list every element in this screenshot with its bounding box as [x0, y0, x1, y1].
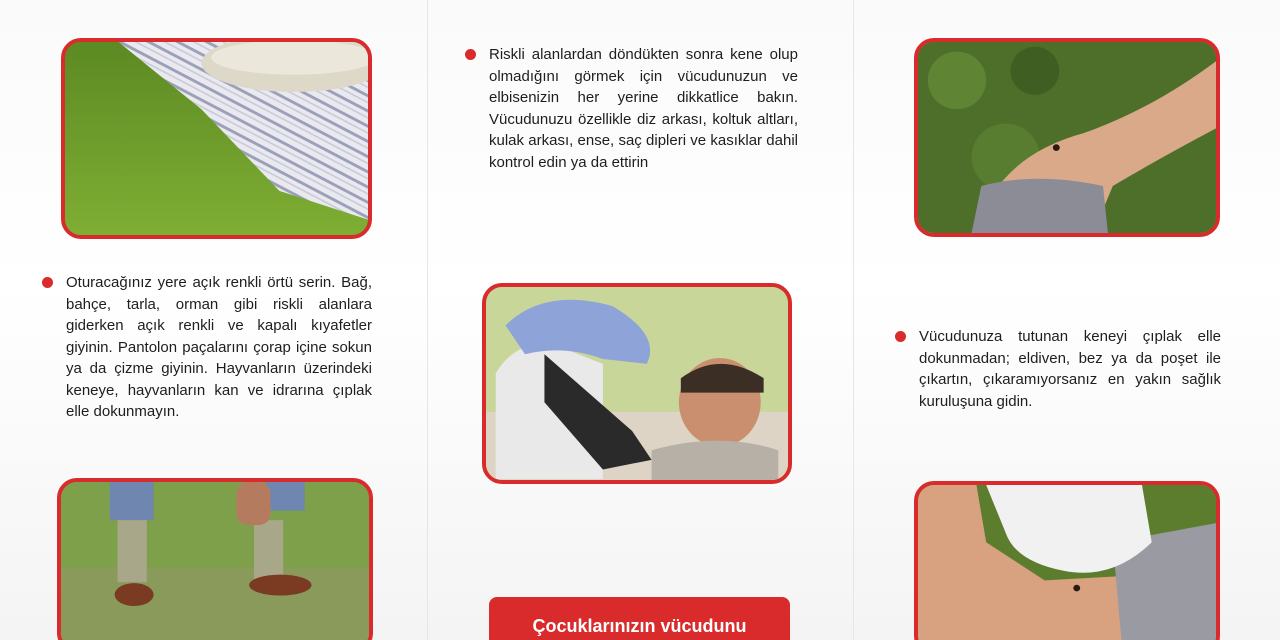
bullet-dot	[895, 331, 906, 342]
photo-removing-tick-with-bag	[914, 481, 1220, 640]
tip-clothing-text	[42, 272, 372, 423]
photo-blanket-on-grass	[61, 38, 372, 239]
photo-checking-behind-ear	[482, 283, 792, 484]
tip-clothing-paragraph: Oturacağınız yere açık renkli örtü serin. Bağ, bahçe, tarla, orman gibi riskli alanlara giderken açık renkli ve kapalı kıyafetler giyinin. Pantolon paçalarını çorap içine sokun ya da çizme giyinin. Hayvanların üzerindeki keneye, hayvanların kan ve idrarına çıplak elle dokunmayın.	[66, 274, 372, 420]
cta-label: Çocuklarınızın vücudunu	[532, 616, 747, 636]
photo-socks-over-trousers	[57, 478, 373, 640]
bullet-dot	[42, 277, 53, 288]
tip-body-check-text	[465, 44, 798, 173]
cta-children-body-check-button[interactable]	[489, 597, 790, 640]
tip-tick-removal-paragraph: Vücudunuza tutunan keneyi çıplak elle dokunmadan; eldiven, bez ya da poşet ile çıkartın, çıkaramıyorsanız en yakın sağlık kuruluşuna gidin.	[919, 328, 1221, 410]
tip-tick-removal-text	[895, 326, 1221, 412]
photo-tick-on-arm	[914, 38, 1220, 237]
tip-body-check-paragraph: Riskli alanlardan döndükten sonra kene olup olmadığını görmek için vücudunuzun ve elbisenizin her yerine dikkatlice bakın. Vücudunuzu özellikle diz arkası, koltuk altları, kulak arkası, ense, saç dipleri ve kasıklar dahil kontrol edin ya da ettirin	[489, 46, 798, 171]
bullet-dot	[465, 49, 476, 60]
